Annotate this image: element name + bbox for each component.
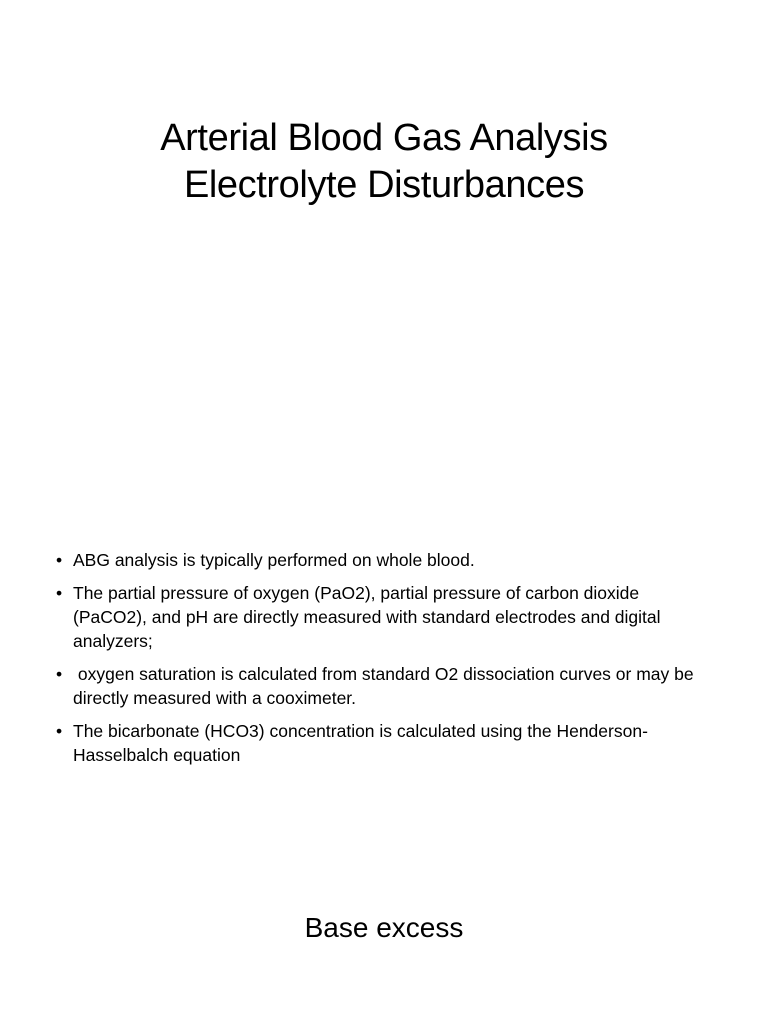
bullet-text: The partial pressure of oxygen (PaO2), partial pressure of carbon dioxide (PaCO2), and pH are directly measured with standard electrodes and digital analyzers; (73, 583, 661, 651)
title-line-1: Arterial Blood Gas Analysis (160, 117, 608, 159)
page-title (0, 115, 768, 209)
section-heading: Base excess (304, 912, 464, 943)
bullet-marker: • (56, 721, 63, 741)
bullet-item (56, 548, 716, 572)
bullet-item (56, 581, 716, 653)
bullet-list (56, 548, 716, 776)
bullet-marker: • (56, 550, 63, 570)
bullet-text: The bicarbonate (HCO3) concentration is calculated using the Henderson-Hasselbalch equation (73, 721, 648, 765)
bullet-marker: • (56, 583, 63, 603)
bullet-marker: • (56, 664, 63, 684)
bullet-item (56, 662, 716, 710)
bullet-item (56, 719, 716, 767)
bullet-text: oxygen saturation is calculated from standard O2 dissociation curves or may be directly measured with a cooximeter. (73, 664, 699, 708)
bullet-text: ABG analysis is typically performed on whole blood. (73, 550, 475, 570)
title-line-2: Electrolyte Disturbances (183, 164, 585, 206)
